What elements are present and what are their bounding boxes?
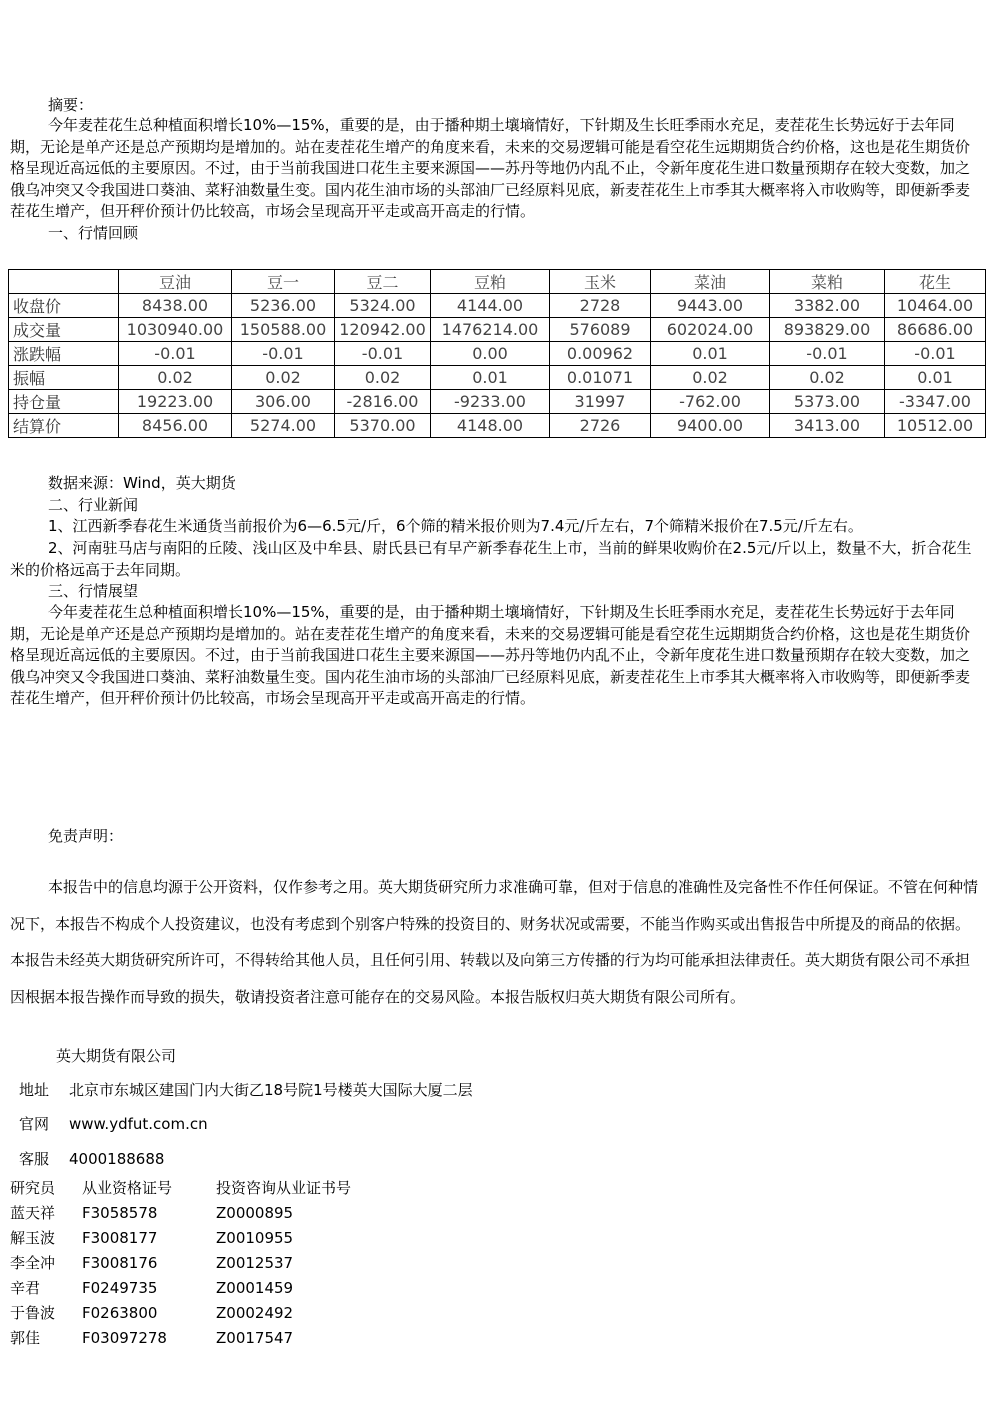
- table-cell: 602024.00: [651, 318, 770, 342]
- section-heading-industry-news: 二、行业新闻: [48, 496, 139, 514]
- row-label: 振幅: [9, 366, 119, 390]
- researcher-consulting-number: Z0002492: [216, 1304, 294, 1322]
- table-row: [9, 414, 986, 438]
- researcher-consulting-number: Z0000895: [216, 1204, 294, 1222]
- row-label: 涨跌幅: [9, 342, 119, 366]
- table-cell: 0.01: [651, 342, 770, 366]
- table-cell: 0.01: [431, 366, 550, 390]
- table-cell: 9400.00: [651, 414, 770, 438]
- column-header: 豆粕: [431, 270, 550, 294]
- table-cell: -762.00: [651, 390, 770, 414]
- table-cell: 31997: [550, 390, 651, 414]
- table-cell: -9233.00: [431, 390, 550, 414]
- website-link[interactable]: www.ydfut.com.cn: [69, 1115, 208, 1133]
- table-cell: 0.02: [651, 366, 770, 390]
- summary-paragraph: 今年麦茬花生总种植面积增长10%—15%，重要的是，由于播种期土壤墒情好，下针期及生长旺季雨水充足，麦茬花生长势远好于去年同期，无论是单产还是总产预期均是增加的。站在麦茬花生增产的角度来看，未来的交易逻辑可能是看空花生远期期货合约价格，这也是花生期货价格呈现近高远低的主要原因。不过，由于当前我国进口花生主要来源国——苏丹等地仍内乱不止，令新年度花生进口数量预期存在较大变数，加之俄乌冲突又令我国进口葵油、菜籽油数量生变。国内花生油市场的头部油厂已经原料见底，新麦茬花生上市季其大概率将入市收购等，即便新季麦茬花生增产，但开秤价预计仍比较高，市场会呈现高开平走或高开高走的行情。: [10, 116, 971, 220]
- news-item-2: 2、河南驻马店与南阳的丘陵、浅山区及中牟县、尉氏县已有早产新季春花生上市，当前的鲜果收购价在2.5元/斤以上，数量不大，折合花生米的价格远高于去年同期。: [10, 539, 972, 579]
- outlook-paragraph: 今年麦茬花生总种植面积增长10%—15%，重要的是，由于播种期土壤墒情好，下针期及生长旺季雨水充足，麦茬花生长势远好于去年同期，无论是单产还是总产预期均是增加的。站在麦茬花生增产的角度来看，未来的交易逻辑可能是看空花生远期期货合约价格，这也是花生期货价格呈现近高远低的主要原因。不过，由于当前我国进口花生主要来源国——苏丹等地仍内乱不止，令新年度花生进口数量预期存在较大变数，加之俄乌冲突又令我国进口葵油、菜籽油数量生变。国内花生油市场的头部油厂已经原料见底，新麦茬花生上市季其大概率将入市收购等，即便新季麦茬花生增产，但开秤价预计仍比较高，市场会呈现高开平走或高开高走的行情。: [10, 603, 971, 707]
- table-row: [9, 294, 986, 318]
- table-row: [9, 390, 986, 414]
- column-header: 菜粕: [770, 270, 885, 294]
- researcher-consulting-number: Z0001459: [216, 1279, 294, 1297]
- researcher-name: 解玉波: [10, 1229, 56, 1247]
- row-label: 持仓量: [9, 390, 119, 414]
- researcher-qualification-number: F03097278: [82, 1329, 167, 1347]
- table-cell: 2726: [550, 414, 651, 438]
- section-heading-market-review: 一、行情回顾: [48, 224, 139, 242]
- table-cell: 4144.00: [431, 294, 550, 318]
- table-cell: 10512.00: [885, 414, 986, 438]
- table-cell: 120942.00: [335, 318, 431, 342]
- table-cell: 3413.00: [770, 414, 885, 438]
- table-cell: -0.01: [335, 342, 431, 366]
- researcher-qualification-number: F0263800: [82, 1304, 158, 1322]
- table-cell: 306.00: [232, 390, 335, 414]
- researcher-qualification-number: F3008177: [82, 1229, 158, 1247]
- table-row: [9, 318, 986, 342]
- table-cell: 5236.00: [232, 294, 335, 318]
- news-item-1: 1、江西新季春花生米通货当前报价为6—6.5元/斤，6个筛的精米报价则为7.4元/斤左右，7个筛精米报价在7.5元/斤左右。: [48, 517, 863, 535]
- researcher-name: 辛君: [10, 1279, 41, 1297]
- table-header-row: [9, 270, 986, 294]
- table-cell: -0.01: [770, 342, 885, 366]
- researcher-consulting-number: Z0017547: [216, 1329, 294, 1347]
- table-cell: 2728: [550, 294, 651, 318]
- table-cell: 0.01: [885, 366, 986, 390]
- table-cell: 0.00962: [550, 342, 651, 366]
- researcher-header-consulting: 投资咨询从业证书号: [216, 1179, 352, 1197]
- column-header: 玉米: [550, 270, 651, 294]
- researcher-name: 蓝天祥: [10, 1204, 56, 1222]
- table-cell: 0.02: [119, 366, 232, 390]
- column-header: 菜油: [651, 270, 770, 294]
- service-label: 客服: [19, 1150, 50, 1168]
- row-label: 结算价: [9, 414, 119, 438]
- researcher-name: 郭佳: [10, 1329, 41, 1347]
- researcher-header-qualification: 从业资格证号: [82, 1179, 173, 1197]
- summary-heading: 摘要：: [48, 96, 94, 114]
- table-cell: 0.02: [335, 366, 431, 390]
- table-cell: -0.01: [232, 342, 335, 366]
- table-cell: 5274.00: [232, 414, 335, 438]
- table-cell: 1476214.00: [431, 318, 550, 342]
- researcher-qualification-number: F3058578: [82, 1204, 158, 1222]
- column-header: 豆一: [232, 270, 335, 294]
- table-cell: -2816.00: [335, 390, 431, 414]
- table-cell: 0.02: [770, 366, 885, 390]
- table-cell: -0.01: [885, 342, 986, 366]
- table-corner-cell: [9, 270, 119, 294]
- researcher-consulting-number: Z0010955: [216, 1229, 294, 1247]
- table-row: [9, 366, 986, 390]
- table-cell: 576089: [550, 318, 651, 342]
- table-cell: 893829.00: [770, 318, 885, 342]
- row-label: 收盘价: [9, 294, 119, 318]
- address-value: 北京市东城区建国门内大街乙18号院1号楼英大国际大厦二层: [69, 1081, 473, 1099]
- researcher-header-name: 研究员: [10, 1179, 56, 1197]
- disclaimer-paragraph: 本报告中的信息均源于公开资料，仅作参考之用。英大期货研究所力求准确可靠，但对于信息的准确性及完备性不作任何保证。不管在何种情况下，本报告不构成个人投资建议，也没有考虑到个别客户特殊的投资目的、财务状况或需要，不能当作购买或出售报告中所提及的商品的依据。本报告未经英大期货研究所许可，不得转给其他人员，且任何引用、转载以及向第三方传播的行为均可能承担法律责任。英大期货有限公司不承担因根据本报告操作而导致的损失，敬请投资者注意可能存在的交易风险。本报告版权归英大期货有限公司所有。: [10, 878, 979, 1006]
- website-label: 官网: [19, 1115, 50, 1133]
- table-cell: 150588.00: [232, 318, 335, 342]
- researcher-name: 李全冲: [10, 1254, 56, 1272]
- table-cell: 10464.00: [885, 294, 986, 318]
- table-cell: 0.01071: [550, 366, 651, 390]
- column-header: 豆二: [335, 270, 431, 294]
- table-cell: 1030940.00: [119, 318, 232, 342]
- table-cell: 5370.00: [335, 414, 431, 438]
- researcher-qualification-number: F3008176: [82, 1254, 158, 1272]
- row-label: 成交量: [9, 318, 119, 342]
- data-source-note: 数据来源：Wind，英大期货: [48, 474, 236, 492]
- table-cell: -3347.00: [885, 390, 986, 414]
- table-cell: 8456.00: [119, 414, 232, 438]
- table-cell: 0.00: [431, 342, 550, 366]
- researcher-consulting-number: Z0012537: [216, 1254, 294, 1272]
- researcher-qualification-number: F0249735: [82, 1279, 158, 1297]
- company-name: 英大期货有限公司: [56, 1047, 177, 1065]
- table-cell: 19223.00: [119, 390, 232, 414]
- service-phone: 4000188688: [69, 1150, 165, 1168]
- table-cell: 3382.00: [770, 294, 885, 318]
- market-data-table: [8, 269, 986, 438]
- table-cell: 5324.00: [335, 294, 431, 318]
- researcher-name: 于鲁波: [10, 1304, 56, 1322]
- table-cell: -0.01: [119, 342, 232, 366]
- address-label: 地址: [19, 1081, 50, 1099]
- table-cell: 9443.00: [651, 294, 770, 318]
- table-cell: 86686.00: [885, 318, 986, 342]
- disclaimer-heading: 免责声明：: [48, 827, 124, 845]
- section-heading-outlook: 三、行情展望: [48, 582, 139, 600]
- column-header: 豆油: [119, 270, 232, 294]
- table-cell: 8438.00: [119, 294, 232, 318]
- table-cell: 5373.00: [770, 390, 885, 414]
- table-row: [9, 342, 986, 366]
- table-cell: 4148.00: [431, 414, 550, 438]
- column-header: 花生: [885, 270, 986, 294]
- table-cell: 0.02: [232, 366, 335, 390]
